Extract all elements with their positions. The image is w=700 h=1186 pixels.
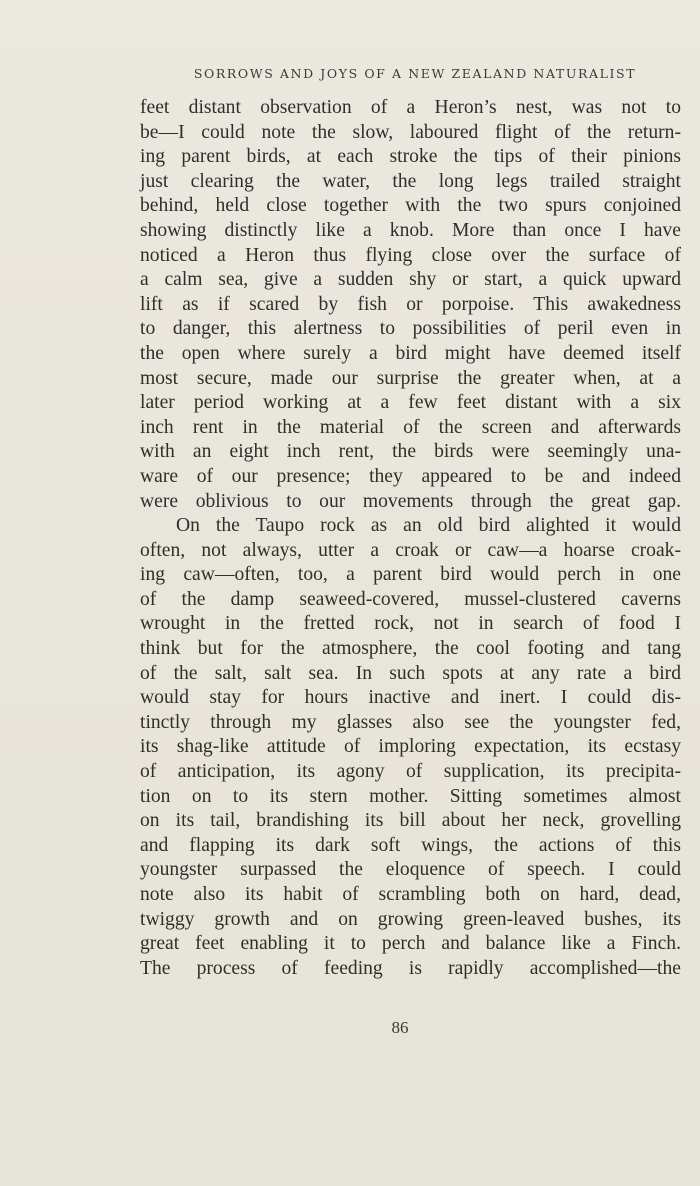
text-line: twiggy growth and on growing green-leaved bushes, its bbox=[140, 908, 681, 930]
text-line: of the salt, salt sea. In such spots at any rate a bird bbox=[140, 662, 681, 684]
text-line: often, not always, utter a croak or caw—a hoarse croak- bbox=[140, 539, 681, 561]
text-line: ing parent birds, at each stroke the tips of their pinions bbox=[140, 146, 681, 168]
paragraph-first-line: On the Taupo rock as an old bird alighted it would bbox=[176, 515, 681, 537]
text-line: and flapping its dark soft wings, the actions of this bbox=[140, 834, 681, 856]
text-line: tinctly through my glasses also see the youngster fed, bbox=[140, 711, 681, 733]
body-text bbox=[140, 96, 681, 981]
text-line: great feet enabling it to perch and balance like a Finch. bbox=[140, 933, 681, 955]
text-line: of anticipation, its agony of supplication, its precipita- bbox=[140, 761, 681, 783]
text-line: of the damp seaweed-covered, mussel-clustered caverns bbox=[140, 588, 681, 610]
text-line: to danger, this alertness to possibilities of peril even in bbox=[140, 318, 681, 340]
text-line: be—I could note the slow, laboured flight of the return- bbox=[140, 121, 681, 143]
text-line: were oblivious to our movements through the great gap. bbox=[140, 490, 681, 512]
text-line: ing caw—often, too, a parent bird would perch in one bbox=[140, 564, 681, 586]
text-line: wrought in the fretted rock, not in search of food I bbox=[140, 613, 681, 635]
text-line: noticed a Heron thus flying close over the surface of bbox=[140, 244, 681, 266]
text-line: the open where surely a bird might have deemed itself bbox=[140, 342, 681, 364]
page-number: 86 bbox=[391, 1018, 409, 1037]
text-line: inch rent in the material of the screen and afterwards bbox=[140, 416, 681, 438]
text-line: showing distinctly like a knob. More than once I have bbox=[140, 219, 681, 241]
text-line: would stay for hours inactive and inert. I could dis- bbox=[140, 687, 681, 709]
text-line: just clearing the water, the long legs trailed straight bbox=[140, 170, 681, 192]
text-line: most secure, made our surprise the greater when, at a bbox=[140, 367, 681, 389]
text-line: The process of feeding is rapidly accomplished—the bbox=[140, 957, 681, 979]
text-line: tion on to its stern mother. Sitting sometimes almost bbox=[140, 785, 681, 807]
text-line: on its tail, brandishing its bill about her neck, grovelling bbox=[140, 810, 681, 832]
running-head: SORROWS AND JOYS OF A NEW ZEALAND NATURALIST bbox=[193, 66, 637, 81]
text-line: feet distant observation of a Heron’s nest, was not to bbox=[140, 97, 681, 118]
text-line: a calm sea, give a sudden shy or start, a quick upward bbox=[140, 269, 681, 291]
text-line: think but for the atmosphere, the cool footing and tang bbox=[140, 638, 681, 660]
text-line: later period working at a few feet distant with a six bbox=[140, 392, 681, 414]
text-line: youngster surpassed the eloquence of speech. I could bbox=[140, 859, 681, 881]
text-line: note also its habit of scrambling both on hard, dead, bbox=[140, 884, 681, 905]
text-line: its shag-like attitude of imploring expectation, its ecstasy bbox=[140, 736, 681, 758]
text-line: with an eight inch rent, the birds were seemingly una- bbox=[140, 441, 681, 463]
text-line: ware of our presence; they appeared to be and indeed bbox=[140, 465, 681, 487]
text-line: behind, held close together with the two spurs conjoined bbox=[140, 195, 681, 217]
text-line: lift as if scared by fish or porpoise. This awakedness bbox=[140, 293, 681, 315]
